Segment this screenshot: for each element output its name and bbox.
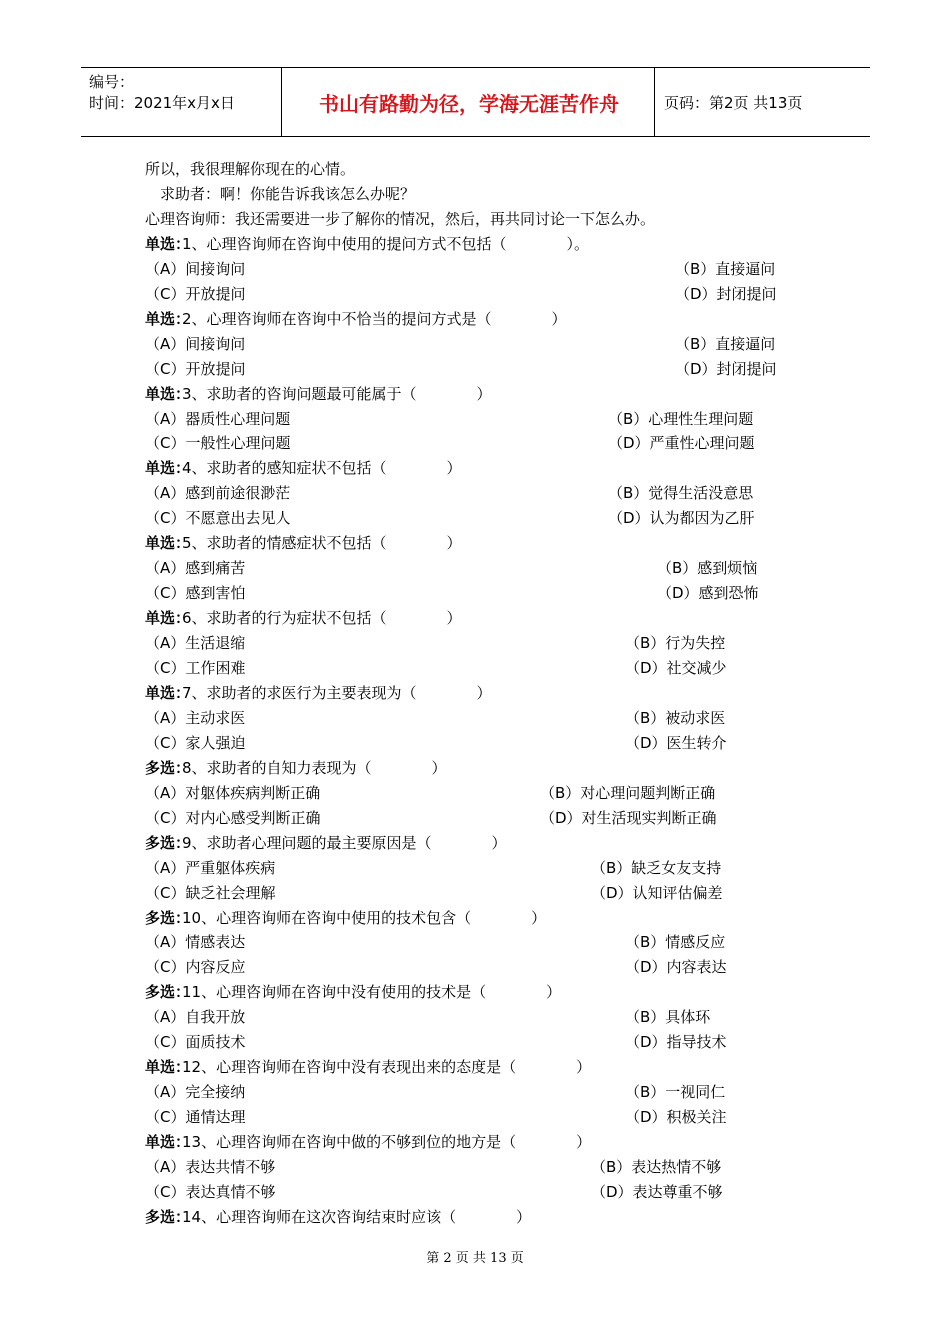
option-c: （C）工作困难 xyxy=(145,659,246,677)
question-text: 8、求助者的自知力表现为（ ） xyxy=(182,758,447,777)
option-b: （B）缺乏女友支持 xyxy=(591,858,722,877)
question-type: 单选： xyxy=(145,609,191,628)
option-row xyxy=(0,881,950,906)
option-c: （C）不愿意出去见人 xyxy=(145,509,291,528)
option-a: （A）器质性心理问题 xyxy=(145,409,291,428)
option-d: （D）封闭提问 xyxy=(675,359,777,378)
option-row xyxy=(0,631,950,656)
header-page-info: 页码：第2页 共13页 xyxy=(664,93,803,112)
question-stem xyxy=(0,531,950,556)
question-type: 单选： xyxy=(145,534,191,553)
option-a: （A）情感表达 xyxy=(145,933,246,952)
option-a: （A）主动求医 xyxy=(145,708,246,727)
option-row xyxy=(0,357,950,382)
question-type: 单选： xyxy=(145,683,191,702)
question-type: 单选： xyxy=(145,1058,191,1077)
option-row xyxy=(0,806,950,831)
option-a: （A）感到痛苦 xyxy=(145,559,246,578)
question-type: 单选： xyxy=(145,234,191,253)
option-c: （C）感到害怕 xyxy=(145,584,246,603)
question-stem xyxy=(0,232,950,257)
option-c: （C）内容反应 xyxy=(145,958,246,977)
option-row xyxy=(0,656,950,681)
option-a: （A）间接询问 xyxy=(145,334,246,353)
option-b: （B）感到烦恼 xyxy=(657,559,758,578)
option-row xyxy=(0,257,950,282)
option-d: （D）表达尊重不够 xyxy=(591,1182,723,1201)
option-d: （D）内容表达 xyxy=(625,958,727,977)
question-text: 3、求助者的咨询问题最可能属于（ ） xyxy=(182,384,492,403)
option-a: （A）自我开放 xyxy=(145,1008,246,1027)
question-text: 11、心理咨询师在咨询中没有使用的技术是（ ） xyxy=(182,983,562,1002)
question-stem xyxy=(0,382,950,407)
intro-text: 求助者：啊！你能告诉我该怎么办呢？ xyxy=(145,184,416,203)
question-stem xyxy=(0,456,950,481)
question-stem xyxy=(0,980,950,1005)
option-row xyxy=(0,856,950,881)
option-row xyxy=(0,706,950,731)
question-type: 多选： xyxy=(145,908,191,927)
option-b: （B）直接逼问 xyxy=(675,334,776,353)
option-b: （B）表达热情不够 xyxy=(591,1158,722,1176)
question-type: 多选： xyxy=(145,758,191,777)
option-row xyxy=(0,431,950,456)
option-a: （A）间接询问 xyxy=(145,259,246,278)
option-a: （A）严重躯体疾病 xyxy=(145,858,276,877)
option-d: （D）指导技术 xyxy=(625,1033,727,1052)
question-text: 13、心理咨询师在咨询中做的不够到位的地方是（ ） xyxy=(182,1133,592,1152)
option-c: （C）对内心感受判断正确 xyxy=(145,808,321,827)
option-a: （A）表达共情不够 xyxy=(145,1158,276,1176)
option-row xyxy=(0,1030,950,1055)
option-b: （B）一视同仁 xyxy=(625,1083,726,1102)
question-stem xyxy=(0,906,950,931)
header-motto: 书山有路勤为径，学海无涯苦作舟 xyxy=(319,91,619,116)
option-row xyxy=(0,1005,950,1030)
intro-line xyxy=(0,182,950,207)
option-c: （C）通情达理 xyxy=(145,1108,246,1127)
option-a: （A）完全接纳 xyxy=(145,1083,246,1102)
question-stem xyxy=(0,606,950,631)
option-d: （D）认为都因为乙肝 xyxy=(608,509,755,528)
question-stem xyxy=(0,831,950,856)
intro-line xyxy=(0,157,950,182)
question-type: 多选： xyxy=(145,833,191,852)
question-type: 单选： xyxy=(145,309,191,328)
option-b: （B）直接逼问 xyxy=(675,259,776,278)
question-type: 单选： xyxy=(145,459,191,478)
option-row xyxy=(0,955,950,980)
option-d: （D）封闭提问 xyxy=(675,284,777,303)
option-row xyxy=(0,1180,950,1205)
question-type: 单选： xyxy=(145,1133,191,1152)
question-text: 2、心理咨询师在咨询中不恰当的提问方式是（ ） xyxy=(182,309,567,328)
option-c: （C）表达真情不够 xyxy=(145,1182,276,1201)
intro-text: 所以，我很理解你现在的心情。 xyxy=(145,160,356,178)
option-b: （B）具体环 xyxy=(625,1008,711,1027)
option-c: （C）开放提问 xyxy=(145,284,246,303)
question-text: 4、求助者的感知症状不包括（ ） xyxy=(182,459,462,478)
question-stem xyxy=(0,1055,950,1080)
option-a: （A）生活退缩 xyxy=(145,634,246,653)
option-b: （B）行为失控 xyxy=(625,634,726,653)
intro-line xyxy=(0,207,950,232)
question-text: 14、心理咨询师在这次咨询结束时应该（ ） xyxy=(182,1207,532,1226)
page-footer: 第 2 页 共 13 页 xyxy=(426,1251,524,1266)
option-row xyxy=(0,282,950,307)
option-c: （C）一般性心理问题 xyxy=(145,434,291,453)
option-row xyxy=(0,481,950,506)
option-c: （C）缺乏社会理解 xyxy=(145,883,276,902)
code-label: 编号： xyxy=(89,73,135,91)
question-text: 7、求助者的求医行为主要表现为（ ） xyxy=(182,683,492,702)
question-text: 6、求助者的行为症状不包括（ ） xyxy=(182,609,462,628)
option-row xyxy=(0,506,950,531)
question-stem xyxy=(0,756,950,781)
question-type: 多选： xyxy=(145,1207,191,1226)
question-type: 单选： xyxy=(145,384,191,403)
option-row xyxy=(0,1080,950,1105)
question-type: 多选： xyxy=(145,983,191,1002)
option-b: （B）觉得生活没意思 xyxy=(608,484,754,503)
question-text: 1、心理咨询师在咨询中使用的提问方式不包括（ ）。 xyxy=(182,234,590,253)
option-b: （B）心理性生理问题 xyxy=(608,409,754,428)
intro-text: 心理咨询师：我还需要进一步了解你的情况，然后，再共同讨论一下怎么办。 xyxy=(145,209,656,228)
option-d: （D）社交减少 xyxy=(625,659,727,677)
option-row xyxy=(0,1155,950,1180)
option-d: （D）认知评估偏差 xyxy=(591,883,723,902)
option-d: （D）严重性心理问题 xyxy=(608,434,755,453)
option-d: （D）积极关注 xyxy=(625,1108,727,1127)
option-row xyxy=(0,332,950,357)
option-row xyxy=(0,781,950,806)
question-text: 12、心理咨询师在咨询中没有表现出来的态度是（ ） xyxy=(182,1058,592,1077)
option-c: （C）面质技术 xyxy=(145,1033,246,1052)
option-a: （A）对躯体疾病判断正确 xyxy=(145,783,321,802)
option-c: （C）家人强迫 xyxy=(145,733,246,752)
option-d: （D）医生转介 xyxy=(625,733,727,752)
question-stem xyxy=(0,307,950,332)
option-row xyxy=(0,1105,950,1130)
question-text: 5、求助者的情感症状不包括（ ） xyxy=(182,534,462,553)
question-text: 9、求助者心理问题的最主要原因是（ ） xyxy=(182,833,507,852)
option-d: （D）感到恐怖 xyxy=(657,584,759,603)
option-a: （A）感到前途很渺茫 xyxy=(145,484,291,503)
option-b: （B）被动求医 xyxy=(625,708,726,727)
question-stem xyxy=(0,1205,950,1230)
header-divider xyxy=(281,68,282,136)
option-b: （B）对心理问题判断正确 xyxy=(540,783,716,802)
option-b: （B）情感反应 xyxy=(625,933,726,952)
option-row xyxy=(0,407,950,432)
question-stem xyxy=(0,681,950,706)
option-row xyxy=(0,556,950,581)
option-c: （C）开放提问 xyxy=(145,359,246,378)
question-stem xyxy=(0,1130,950,1155)
page-header xyxy=(81,67,870,137)
option-row xyxy=(0,581,950,606)
option-d: （D）对生活现实判断正确 xyxy=(540,808,717,827)
header-meta xyxy=(89,72,235,114)
option-row xyxy=(0,930,950,955)
option-row xyxy=(0,731,950,756)
question-text: 10、心理咨询师在咨询中使用的技术包含（ ） xyxy=(182,908,547,927)
time-label: 时间：2021年x月x日 xyxy=(89,94,235,112)
